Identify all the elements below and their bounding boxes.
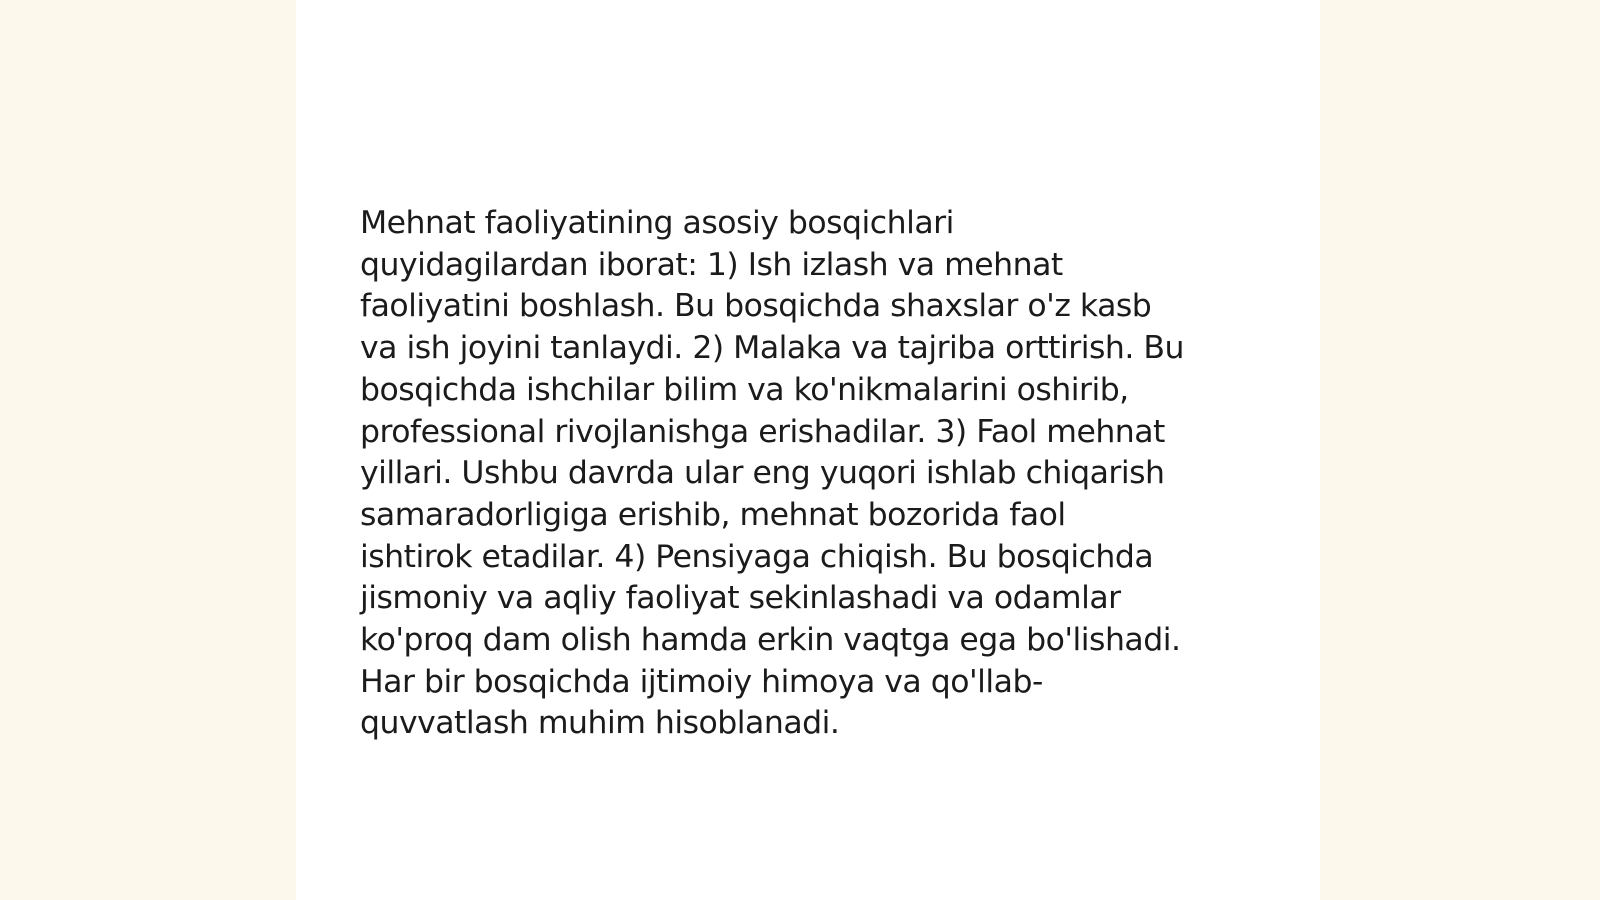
paragraph-line: Mehnat faoliyatining asosiy bosqichlari (360, 205, 954, 241)
body-paragraph (360, 203, 1260, 745)
paragraph-line: ishtirok etadilar. 4) Pensiyaga chiqish. Bu bosqichda (360, 538, 1154, 575)
paragraph-line: jismoniy va aqliy faoliyat sekinlashadi va odamlar (360, 580, 1121, 617)
paragraph-line: Har bir bosqichda ijtimoiy himoya va qo'llab- (360, 663, 1043, 700)
paragraph-line: ko'proq dam olish hamda erkin vaqtga ega bo'lishadi. (360, 622, 1181, 659)
paragraph-line: quvvatlash muhim hisoblanadi. (360, 705, 840, 742)
paragraph-line: quyidagilardan iborat: 1) Ish izlash va mehnat (360, 246, 1063, 283)
paragraph-line: va ish joyini tanlaydi. 2) Malaka va tajriba orttirish. Bu (360, 330, 1184, 367)
paragraph-line: professional rivojlanishga erishadilar. 3) Faol mehnat (360, 413, 1165, 450)
document-page (296, 0, 1320, 900)
paragraph-line: yillari. Ushbu davrda ular eng yuqori ishlab chiqarish (360, 455, 1165, 492)
paragraph-line: samaradorligiga erishib, mehnat bozorida faol (360, 496, 1066, 533)
paragraph-line: bosqichda ishchilar bilim va ko'nikmalarini oshirib, (360, 371, 1129, 408)
paragraph-line: faoliyatini boshlash. Bu bosqichda shaxslar o'z kasb (360, 288, 1152, 325)
